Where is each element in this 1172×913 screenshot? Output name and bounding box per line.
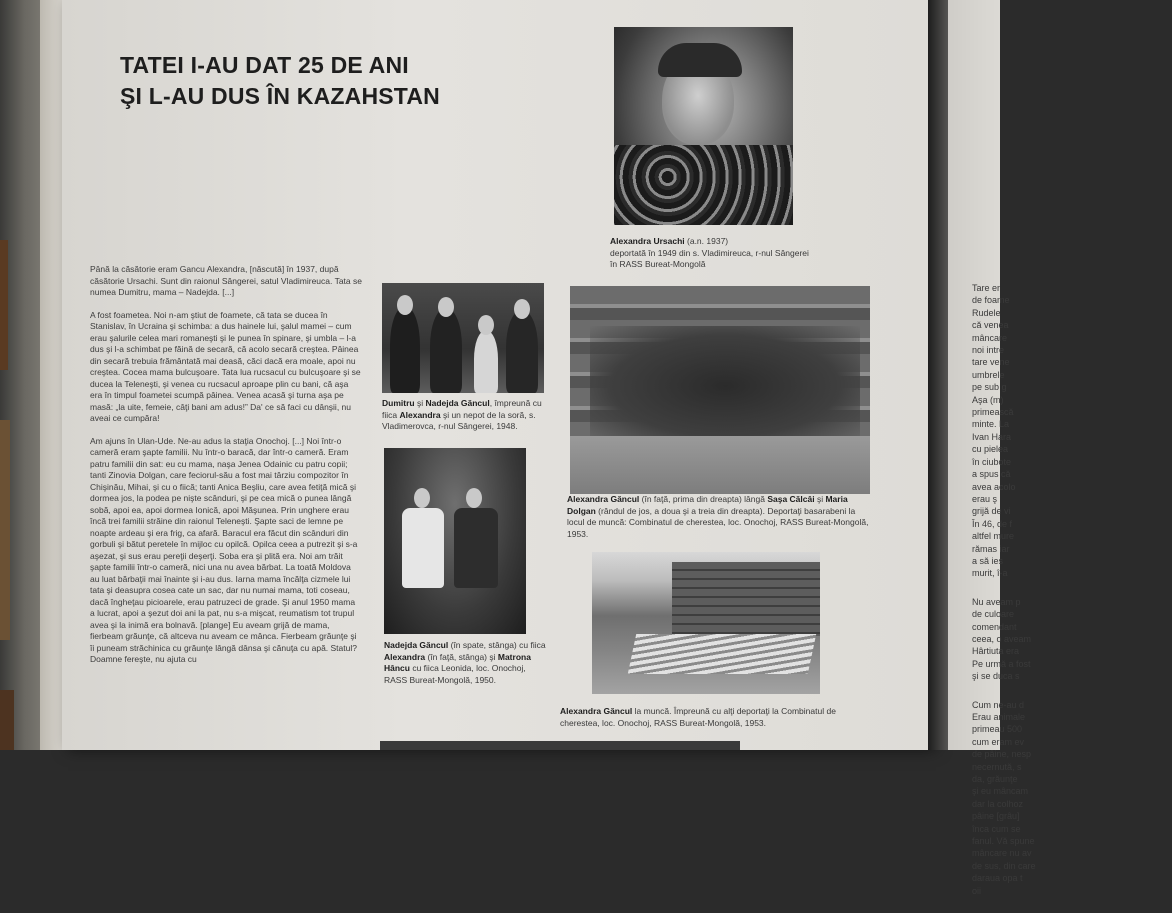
next-panel-paragraph: Cum ne-au d Erau animale primeau 500 cum eram ev de pâine, nesp necernută, s da, grăunţe şi eu mâncam dar la colhoz pâine [grâu] înca cum se fanul. Vă spune mâncare nu av de sus, din care daraua opa t oii: [972, 699, 1036, 896]
testimony-paragraph: A fost foametea. Noi n-am ştiut de foamete, că tata se ducea în Stanislav, în Ucraina şi schimba: a dus hainele lui, şalul mamei – cum erau şalurile celea mari romaneşti şi le punea în spinare, şi umbla – l-a dus şi l-a schimbat pe făină de secară, că acolo secară creştea. Pâinea din secară trebuia frământată mai deasă, căci dacă era moale, apoi nu creştea. Cocea mama bulcuşoare. Tata lua rucsacul cu bulcuşoare şi se ducea la Teleneşti, şi venea cu rucsacul aproape plin cu bani, că aşa era în timpul foametei scumpă pâinea. Venea acasă şi turna aşa pe masă: „la uite, femeie, câţi bani am adus!” Da' ce să faci cu dânşii, nu aveai ce cumpăra!: [90, 309, 361, 423]
caption-text: (rândul de jos, a doua şi a treia din dreapta). Deportaţi basarabeni la locul de muncă: Combinatul de cherestea, loc. Onochoj, RASS Bureat-Mongolă, 1953.: [567, 505, 869, 539]
caption-name: Nadejda Găncul: [384, 640, 449, 650]
girls-photo: [384, 448, 526, 634]
caption-name: Nadejda Găncul: [425, 398, 490, 408]
group-of-people: [590, 326, 860, 446]
caption-text: deportată în 1949 din s. Vladimireuca, r-nul Sângerei: [610, 247, 809, 258]
adjacent-photo-fragment: [0, 420, 10, 640]
girls-caption: [384, 640, 546, 686]
family-photo: [382, 283, 544, 393]
caption-text: cu fiica Leonida, loc. Onochoj, RASS Bureat-Mongolă, 1950.: [384, 663, 526, 685]
caption-name: Alexandra Găncul: [560, 706, 633, 716]
caption-name: Matrona Hâncu: [384, 651, 531, 673]
caption-name: Alexandra: [399, 409, 441, 420]
caption-text: la muncă. Împreună cu alţi deportaţi la Combinatul de cherestea, loc. Onochoj, RASS Bureat-Mongolă, 1953.: [560, 706, 836, 728]
plank-stack: [628, 634, 817, 674]
caption-name: Alexandra Ursachi: [610, 236, 685, 246]
caption-name: Dumitru: [382, 398, 415, 408]
caption-name: Maria Dolgan: [567, 494, 848, 516]
testimony-paragraph: Am ajuns în Ulan-Ude. Ne-au adus la staţia Onochoj. [...] Noi într-o cameră eram şapte familii. Nu într-o baracă, dar într-o cameră. Eram patru familii din sat: eu cu mama, naşa Jenea Odainic cu patru copii; tanti Zinovia Dolgan, care feciorul-său a fost mai târziu compozitor în Chişinău, Mihai, şi cu o fiică; tanti Anica Beşliu, care avea fetiţă mică şi dormea jos, la podea pe nişte scânduri, şi pe cea mică o punea lângă sobă, apoi ea, apoi dormea Ionică, apoi Măşunea. Prin unghere erau încă trei familii străine din raionul Teleneşti. Şapte saci de lemne pe noapte ardeau şi era frig, ca afară. Baracul era făcut din scânduri din gorbuli şi bătut peretele în mijloc cu opilcă. Opilca ceea a putrezit şi s-a aşezat, şi sus erau pereţii deşerţi. Soba era şi plită era. Noi am trăit şapte familii într-o cameră, nici una nu avea bărbat. La toată Moldova au luat bărbaţii mai înainte şi i-au dus. Iarna mama încălţa cizmele lui tata şi deasupra cosea cate un sac, dar nu numai mama, toti coseau, dacă îngheţau picioarele, erau patruzeci de grade. Şi anul 1950 mama a lucrat, apoi a şezut doi ani la pat, nu s-a mişcat, reumatism tot trupul avea şi la inimă era bolnavă. [plange] Eu aveam grijă de mama, fierbeam grăunţe, că altceva nu aveam ce mânca. Fierbeam grăunţe şi îi puneam străchinica cu grăunţe lângă dânsa şi cănuţa cu apă. Statul? Doamne fereşte, nu ajuta cu: [90, 435, 358, 664]
wooden-shed: [672, 562, 820, 636]
person-figure: [474, 331, 498, 393]
person-figure: [430, 309, 462, 393]
person-figure: [390, 307, 420, 393]
group-photo: [570, 286, 870, 494]
group-caption: [567, 494, 869, 540]
caption-text: (în faţă, prima din dreapta) lângă: [639, 494, 768, 504]
dark-dress: [454, 508, 498, 588]
caption-text: şi: [814, 494, 826, 504]
caption-text: (a.n. 1937): [684, 236, 729, 246]
person-face: [414, 488, 430, 508]
panel-gap-shadow: [928, 0, 950, 750]
next-panel-paragraph: Tare er de foame Rudele că venea mâncare noi intre tare vene umbrele pe sub g Aşa (m) primească minte. La Ivan Hara cu pielea în ciubote a spus că avea acolo erau ş grijă de vi În 46, de f altfel mure rămas iar a să ies murit, î-a: [972, 283, 1016, 579]
next-panel-paragraph: Nu aveam p de culoare comendant ceea, o aveam Hârtiuta era Pe urmă a fost şi se duca s: [972, 596, 1032, 682]
adjacent-photo-fragment: [0, 240, 8, 370]
caption-text: (în faţă, stânga) şi: [425, 651, 498, 662]
left-wall: [0, 0, 62, 750]
adjacent-photo-fragment: [0, 690, 14, 750]
white-dress: [402, 508, 444, 588]
caption-name: Alexandra: [384, 651, 426, 662]
adjacent-panel-edge: [40, 0, 62, 750]
next-panel: [948, 0, 1036, 896]
next-panel-text: [972, 282, 1172, 913]
caption-name: Alexandra Găncul: [567, 494, 640, 504]
exhibition-panel: [62, 0, 930, 750]
person-face: [478, 315, 494, 335]
lumber-photo: [592, 552, 820, 694]
caption-text: , împreună cu fiica: [382, 398, 542, 420]
caption-text: şi un nepot de la soră, s. Vladimerovca, r-nul Sângerei, 1948.: [382, 409, 536, 431]
person-figure: [506, 311, 538, 393]
portrait-caption: [610, 236, 880, 271]
person-face: [466, 488, 482, 508]
lumber-caption: [560, 706, 850, 729]
caption-text: în RASS Bureat-Mongolă: [610, 259, 706, 269]
portrait-headscarf: [658, 43, 742, 77]
portrait-dress: [614, 145, 793, 225]
portrait-photo: [614, 27, 793, 225]
person-face: [438, 297, 454, 317]
bottom-photo-strip: [380, 741, 740, 750]
family-caption: [382, 398, 550, 433]
caption-name: Saşa Călcâi: [767, 494, 815, 504]
person-face: [514, 299, 530, 319]
ground-area: [570, 436, 870, 494]
panel-title: TATEI I-AU DAT 25 DE ANI ŞI L-AU DUS ÎN KAZAHSTAN: [120, 52, 440, 109]
testimony-text: [90, 264, 362, 677]
caption-text: şi: [414, 398, 426, 408]
testimony-paragraph: Până la căsătorie eram Gancu Alexandra, [născută] în 1937, după căsătorie Ursachi. Sunt din raionul Sângerei, satul Vladimireuca. Tata se numea Dumitru, mama – Nadejda. [...]: [90, 264, 362, 297]
caption-text: (în spate, stânga) cu fiica: [448, 640, 546, 650]
person-face: [397, 295, 413, 315]
